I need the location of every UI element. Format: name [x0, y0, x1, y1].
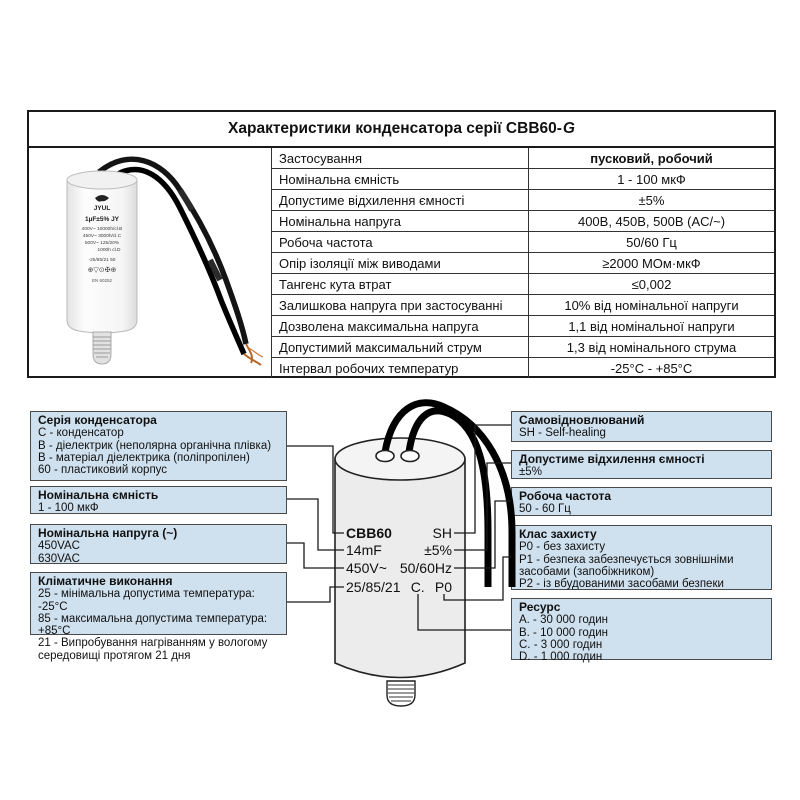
- photo-cert-symbols: ⊕▽⊙✠⊕: [87, 267, 117, 274]
- svg-text:400V~ 10000h/cl.B: 400V~ 10000h/cl.B: [81, 227, 123, 232]
- value-cell: -25°C - +85°C: [610, 360, 693, 376]
- value-cell: 10% від номінальної напруги: [564, 297, 739, 313]
- svg-text:-25/85/21 50: -25/85/21 50: [88, 258, 116, 263]
- marking-tolerance: ±5%: [424, 542, 452, 558]
- svg-text:EN 60252: EN 60252: [91, 278, 113, 283]
- callout-self-healing: [511, 411, 772, 442]
- title-text: Характеристики конденсатора серії CBB60-: [228, 120, 562, 137]
- callout-line: SH - Self-healing: [519, 427, 606, 440]
- callout-title: Клас захисту: [519, 527, 597, 541]
- callout-nominal-capacitance: [30, 486, 287, 514]
- callout-frequency: [511, 487, 772, 516]
- title-series-letter: G: [562, 120, 575, 137]
- marking-capacitance: 14mF: [346, 542, 382, 558]
- callout-title: Номінальна напруга (~): [38, 526, 178, 540]
- diagram-threaded-stud: [387, 681, 415, 706]
- param-cell: Опір ізоляції між виводами: [272, 253, 529, 273]
- callout-title: Кліматичне виконання: [38, 574, 173, 588]
- value-cell: 400В, 450В, 500В (AC/~): [577, 213, 726, 229]
- marking-series: CBB60: [346, 525, 392, 541]
- callout-line: 60 - пластиковий корпус: [38, 464, 168, 477]
- callout-line: A. - 30 000 годин: [519, 614, 609, 627]
- callout-capacitor-series: [30, 411, 287, 481]
- marking-resource: C.: [410, 579, 425, 595]
- value-cell: пусковий, робочий: [590, 150, 713, 166]
- param-cell: Допустимий максимальний струм: [272, 337, 529, 357]
- callout-title: Робоча частота: [519, 489, 612, 503]
- marking-row-1: [346, 524, 452, 542]
- callout-title: Номінальна ємність: [38, 488, 159, 502]
- marking-row-4: [346, 578, 452, 596]
- param-cell: Інтервал робочих температур: [272, 358, 529, 378]
- callout-line: 21 - Випробування нагріванням у вологому середовищі протягом 21 дня: [38, 637, 268, 662]
- callout-climate: [30, 572, 287, 662]
- callout-tolerance: [511, 450, 772, 479]
- marking-frequency: 50/60Hz: [399, 560, 452, 576]
- callout-protection-class: [511, 525, 772, 590]
- callout-line: 630VAC: [38, 552, 80, 565]
- value-cell: ≤0,002: [631, 276, 672, 292]
- diagram-capacitor-top: [335, 438, 465, 480]
- param-cell: Застосування: [272, 148, 529, 168]
- param-cell: Дозволена максимальна напруга: [272, 316, 529, 336]
- svg-text:1000h cl.D: 1000h cl.D: [97, 248, 121, 253]
- marking-self-healing: SH: [432, 525, 452, 541]
- callout-line: P1 - безпека забезпечується зовнішніми засобами (запобіжником): [519, 553, 734, 578]
- marking-row-3: [346, 559, 452, 577]
- param-cell: Залишкова напруга при застосуванні: [272, 295, 529, 315]
- callout-line: 85 - максимальна допустима температура: +85°C: [38, 612, 268, 638]
- marking-protection: P0: [434, 579, 452, 595]
- callout-line: ±5%: [519, 466, 542, 479]
- value-cell: 1,3 від номінального струма: [566, 339, 737, 355]
- param-cell: Тангенс кута втрат: [272, 274, 529, 294]
- callout-nominal-voltage: [30, 524, 287, 564]
- callout-line: D. - 1 000 годин: [519, 651, 603, 664]
- photo-brand: JYUL: [93, 205, 111, 212]
- callout-line: 50 - 60 Гц: [519, 503, 571, 516]
- callout-title: Самовідновлюваний: [519, 413, 645, 427]
- callout-line: 25 - мінімальна допустима температура: -25°C: [38, 588, 255, 613]
- callout-title: Серія конденсатора: [38, 413, 157, 427]
- svg-text:450V~ 3000h/cl.C: 450V~ 3000h/cl.C: [82, 234, 122, 239]
- callout-line: P0 - без захисту: [519, 541, 606, 554]
- callout-title: Допустиме відхилення ємності: [519, 452, 705, 466]
- value-cell: 50/60 Гц: [626, 234, 677, 250]
- callout-title: Ресурс: [519, 600, 561, 614]
- param-cell: Номінальна напруга: [272, 211, 529, 231]
- param-cell: Допустиме відхилення ємності: [272, 190, 529, 210]
- svg-text:500V~ 125/20%: 500V~ 125/20%: [84, 241, 120, 246]
- value-cell: ≥2000 МОм·мкФ: [602, 255, 701, 271]
- param-cell: Робоча частота: [272, 232, 529, 252]
- svg-text:1µF±5% JY: 1µF±5% JY: [84, 216, 120, 223]
- callout-line: B - діелектрик (неполярна органічна плівка): [38, 439, 272, 452]
- callout-line: C. - 3 000 годин: [519, 638, 603, 651]
- callout-line: B - матеріал діелектрика (поліпропілен): [38, 451, 250, 464]
- value-cell: 1,1 від номінальної напруги: [568, 318, 735, 334]
- callout-line: C - конденсатор: [38, 427, 124, 440]
- callout-line: 450VAC: [38, 540, 80, 553]
- callout-line: B. - 10 000 годин: [519, 626, 609, 639]
- param-cell: Номінальна ємність: [272, 169, 529, 189]
- marking-climate: 25/85/21: [346, 579, 401, 595]
- marking-row-2: [346, 541, 452, 559]
- value-cell: 1 - 100 мкФ: [617, 171, 686, 187]
- callout-line: 1 - 100 мкФ: [38, 502, 99, 515]
- callout-line: P2 - із вбудованими засобами безпеки: [519, 578, 724, 591]
- callout-resource: [511, 598, 772, 664]
- value-cell: ±5%: [638, 192, 665, 208]
- marking-voltage: 450V~: [346, 560, 387, 576]
